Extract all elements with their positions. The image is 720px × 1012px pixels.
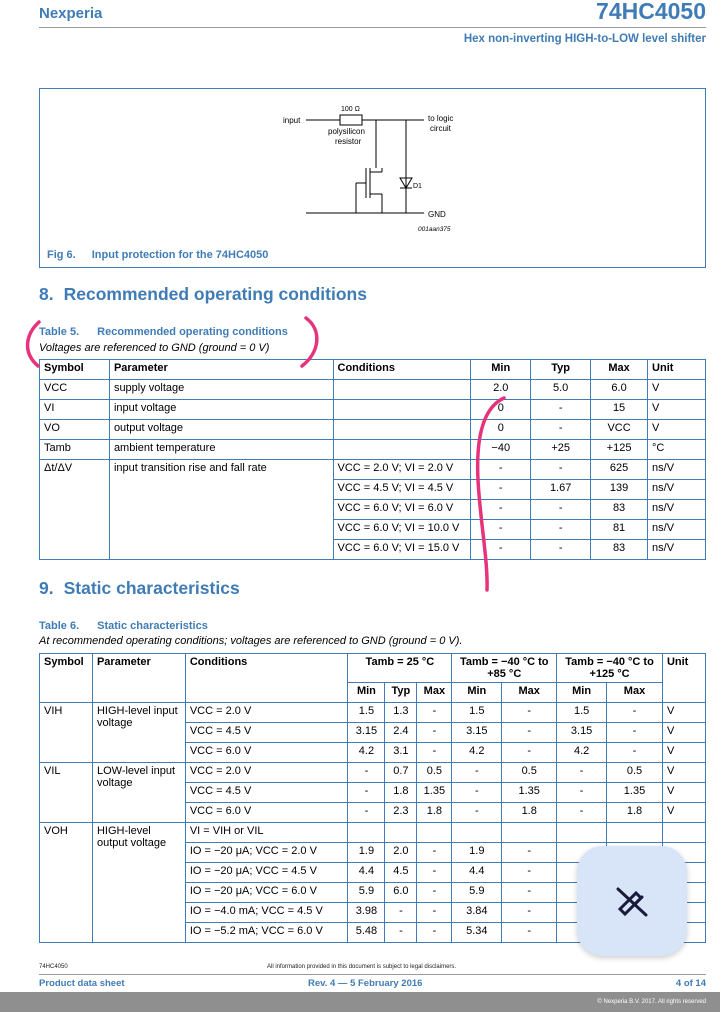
value-cell: - xyxy=(607,743,663,763)
conditions-cell: IO = −20 μA; VCC = 2.0 V xyxy=(185,843,348,863)
parameter-cell: input voltage xyxy=(109,400,333,420)
conditions-cell: VCC = 4.5 V xyxy=(185,783,348,803)
value-cell: 0.7 xyxy=(385,763,417,783)
parameter-cell: input transition rise and fall rate xyxy=(109,460,333,560)
max-cell: 15 xyxy=(591,400,648,420)
unit-cell: V xyxy=(662,743,705,763)
max-cell: 139 xyxy=(591,480,648,500)
col-header: Max xyxy=(417,683,452,703)
conditions-cell: VCC = 6.0 V; VI = 6.0 V xyxy=(333,500,471,520)
value-cell: 1.8 xyxy=(385,783,417,803)
parameter-cell: supply voltage xyxy=(109,380,333,400)
footer-page-number: 4 of 14 xyxy=(675,978,706,989)
resistor-value: 100 Ω xyxy=(341,106,360,113)
unit-cell: ns/V xyxy=(648,520,706,540)
value-cell: 1.5 xyxy=(452,703,502,723)
value-cell: - xyxy=(417,883,452,903)
value-cell: - xyxy=(557,783,607,803)
value-cell: - xyxy=(417,723,452,743)
max-cell: +125 xyxy=(591,440,648,460)
conditions-cell: IO = −20 μA; VCC = 4.5 V xyxy=(185,863,348,883)
annotation-vertical-stroke xyxy=(478,398,504,590)
parameter-cell: output voltage xyxy=(109,420,333,440)
max-cell: 83 xyxy=(591,540,648,560)
value-cell: 3.15 xyxy=(452,723,502,743)
footer-copyright: © Nexperia B.V. 2017. All rights reserved xyxy=(597,999,706,1005)
col-header: Conditions xyxy=(185,654,348,703)
resistor-label-2: resistor xyxy=(335,137,362,146)
col-header: Min xyxy=(557,683,607,703)
unit-cell: V xyxy=(648,400,706,420)
figure-caption-text: Input protection for the 74HC4050 xyxy=(91,249,269,261)
value-cell: - xyxy=(417,843,452,863)
value-cell: 5.34 xyxy=(452,923,502,943)
unit-cell: V xyxy=(662,803,705,823)
to-logic-label-1: to logic xyxy=(428,114,454,123)
value-cell: - xyxy=(417,743,452,763)
value-cell: 3.15 xyxy=(348,723,385,743)
value-cell: - xyxy=(502,703,557,723)
value-cell: - xyxy=(417,703,452,723)
col-header: Min xyxy=(452,683,502,703)
pen-off-icon xyxy=(612,881,652,921)
table-title: Recommended operating conditions xyxy=(97,326,288,338)
parameter-cell: ambient temperature xyxy=(109,440,333,460)
unit-cell: ns/V xyxy=(648,540,706,560)
to-logic-label-2: circuit xyxy=(430,124,451,133)
value-cell: 4.4 xyxy=(348,863,385,883)
conditions-cell: VCC = 2.0 V xyxy=(185,763,348,783)
typ-cell: - xyxy=(531,420,591,440)
symbol-cell: VCC xyxy=(40,380,110,400)
annotation-right-bracket xyxy=(302,318,317,366)
typ-cell: - xyxy=(531,540,591,560)
company-name: Nexperia xyxy=(39,5,103,22)
pen-toggle-button[interactable] xyxy=(577,846,687,956)
col-header: Parameter xyxy=(92,654,185,703)
col-header: Typ xyxy=(531,360,591,380)
value-cell: 0.5 xyxy=(417,763,452,783)
value-cell: 1.35 xyxy=(502,783,557,803)
value-cell: 4.2 xyxy=(557,743,607,763)
col-group-header: Tamb = −40 °C to +125 °C xyxy=(557,654,663,683)
conditions-cell: VCC = 6.0 V; VI = 15.0 V xyxy=(333,540,471,560)
value-cell: 5.9 xyxy=(452,883,502,903)
document-subtitle: Hex non-inverting HIGH-to-LOW level shifter xyxy=(463,33,706,45)
unit-cell: V xyxy=(662,723,705,743)
conditions-cell: VCC = 4.5 V; VI = 4.5 V xyxy=(333,480,471,500)
unit-cell: V xyxy=(662,703,705,723)
conditions-cell: IO = −20 μA; VCC = 6.0 V xyxy=(185,883,348,903)
conditions-cell: IO = −5.2 mA; VCC = 6.0 V xyxy=(185,923,348,943)
value-cell: - xyxy=(502,863,557,883)
col-header: Unit xyxy=(662,654,705,703)
annotation-left-bracket xyxy=(28,322,39,366)
parameter-cell: HIGH-level input voltage xyxy=(92,703,185,763)
typ-cell: - xyxy=(531,460,591,480)
col-header: Max xyxy=(591,360,648,380)
value-cell: 4.2 xyxy=(348,743,385,763)
conditions-cell: VCC = 6.0 V xyxy=(185,743,348,763)
value-cell: 1.35 xyxy=(607,783,663,803)
table-number: Table 5. xyxy=(39,326,80,338)
typ-cell: - xyxy=(531,520,591,540)
typ-cell: 1.67 xyxy=(531,480,591,500)
unit-cell: V xyxy=(662,763,705,783)
value-cell: - xyxy=(385,923,417,943)
min-cell: - xyxy=(471,500,531,520)
conditions-cell: VCC = 6.0 V xyxy=(185,803,348,823)
value-cell: 2.0 xyxy=(385,843,417,863)
conditions-cell: VI = VIH or VIL xyxy=(185,823,348,843)
value-cell: - xyxy=(417,863,452,883)
col-header: Unit xyxy=(648,360,706,380)
max-cell: 6.0 xyxy=(591,380,648,400)
symbol-cell: Tamb xyxy=(40,440,110,460)
value-cell: 3.84 xyxy=(452,903,502,923)
conditions-cell: VCC = 2.0 V xyxy=(185,703,348,723)
min-cell: - xyxy=(471,520,531,540)
value-cell: - xyxy=(452,783,502,803)
value-cell: - xyxy=(607,703,663,723)
min-cell: 0 xyxy=(471,400,531,420)
typ-cell: +25 xyxy=(531,440,591,460)
conditions-cell: IO = −4.0 mA; VCC = 4.5 V xyxy=(185,903,348,923)
max-cell: VCC xyxy=(591,420,648,440)
symbol-cell: VIH xyxy=(40,703,93,763)
min-cell: - xyxy=(471,460,531,480)
col-header: Max xyxy=(502,683,557,703)
resistor-label-1: polysilicon xyxy=(328,127,365,136)
value-cell: 6.0 xyxy=(385,883,417,903)
table6-note: At recommended operating conditions; voltages are referenced to GND (ground = 0 V). xyxy=(39,635,463,647)
col-group-header: Tamb = −40 °C to +85 °C xyxy=(452,654,557,683)
value-cell: - xyxy=(348,783,385,803)
figure-number: Fig 6. xyxy=(47,249,76,261)
value-cell: 1.8 xyxy=(502,803,557,823)
value-cell: 1.9 xyxy=(348,843,385,863)
col-header: Parameter xyxy=(109,360,333,380)
footer-doc-type: Product data sheet xyxy=(39,978,125,989)
max-cell: 625 xyxy=(591,460,648,480)
section-number: 8. xyxy=(39,284,54,304)
value-cell: 3.1 xyxy=(385,743,417,763)
value-cell: 1.5 xyxy=(348,703,385,723)
unit-cell: ns/V xyxy=(648,500,706,520)
min-cell: −40 xyxy=(471,440,531,460)
section-title: Static characteristics xyxy=(63,578,240,598)
value-cell: 3.98 xyxy=(348,903,385,923)
value-cell: 1.8 xyxy=(417,803,452,823)
parameter-cell: LOW-level input voltage xyxy=(92,763,185,823)
col-header: Symbol xyxy=(40,654,93,703)
value-cell: 2.4 xyxy=(385,723,417,743)
col-header: Typ xyxy=(385,683,417,703)
value-cell: - xyxy=(502,743,557,763)
value-cell: - xyxy=(502,903,557,923)
value-cell: 4.5 xyxy=(385,863,417,883)
typ-cell: - xyxy=(531,400,591,420)
min-cell: 0 xyxy=(471,420,531,440)
col-header: Conditions xyxy=(333,360,471,380)
typ-cell: - xyxy=(531,500,591,520)
value-cell: - xyxy=(417,923,452,943)
parameter-cell: HIGH-level output voltage xyxy=(92,823,185,943)
footer-revision: Rev. 4 — 5 February 2016 xyxy=(308,978,423,989)
unit-cell: ns/V xyxy=(648,460,706,480)
col-header: Max xyxy=(607,683,663,703)
conditions-cell: VCC = 6.0 V; VI = 10.0 V xyxy=(333,520,471,540)
value-cell: 4.2 xyxy=(452,743,502,763)
symbol-cell: VOH xyxy=(40,823,93,943)
value-cell: 1.9 xyxy=(452,843,502,863)
value-cell: 4.4 xyxy=(452,863,502,883)
section-title: Recommended operating conditions xyxy=(63,284,367,304)
value-cell: - xyxy=(502,923,557,943)
footer-divider xyxy=(39,974,706,975)
value-cell: - xyxy=(607,723,663,743)
unit-cell: V xyxy=(648,380,706,400)
min-cell: 2.0 xyxy=(471,380,531,400)
symbol-cell: VI xyxy=(40,400,110,420)
typ-cell: 5.0 xyxy=(531,380,591,400)
value-cell: 5.9 xyxy=(348,883,385,903)
section-number: 9. xyxy=(39,578,54,598)
value-cell: - xyxy=(452,803,502,823)
unit-cell: °C xyxy=(648,440,706,460)
value-cell: - xyxy=(417,903,452,923)
table5-note: Voltages are referenced to GND (ground = 0 V) xyxy=(39,342,270,354)
value-cell: - xyxy=(502,883,557,903)
max-cell: 83 xyxy=(591,500,648,520)
unit-cell: V xyxy=(648,420,706,440)
value-cell: - xyxy=(502,723,557,743)
conditions-cell: VCC = 2.0 V; VI = 2.0 V xyxy=(333,460,471,480)
part-number: 74HC4050 xyxy=(596,0,706,24)
max-cell: 81 xyxy=(591,520,648,540)
value-cell: - xyxy=(557,803,607,823)
value-cell: - xyxy=(348,803,385,823)
conditions-cell: VCC = 4.5 V xyxy=(185,723,348,743)
col-header: Min xyxy=(348,683,385,703)
figure-code: 001aan375 xyxy=(418,226,451,233)
table-title: Static characteristics xyxy=(97,620,208,632)
value-cell: 1.35 xyxy=(417,783,452,803)
col-group-header: Tamb = 25 °C xyxy=(348,654,452,683)
value-cell: 1.8 xyxy=(607,803,663,823)
value-cell: 0.5 xyxy=(502,763,557,783)
gnd-label: GND xyxy=(428,210,446,219)
value-cell: - xyxy=(385,903,417,923)
symbol-cell: VO xyxy=(40,420,110,440)
unit-cell: V xyxy=(662,783,705,803)
value-cell: 5.48 xyxy=(348,923,385,943)
value-cell: - xyxy=(502,843,557,863)
input-label: input xyxy=(283,116,301,125)
footer-disclaimer: All information provided in this document is subject to legal disclaimers. xyxy=(267,964,457,970)
value-cell: - xyxy=(452,763,502,783)
value-cell: - xyxy=(348,763,385,783)
footer-doc-code: 74HC4050 xyxy=(39,964,68,970)
value-cell: 0.5 xyxy=(607,763,663,783)
value-cell: - xyxy=(557,763,607,783)
symbol-cell: Δt/ΔV xyxy=(40,460,110,560)
min-cell: - xyxy=(471,480,531,500)
diode-label: D1 xyxy=(413,183,422,190)
col-header: Min xyxy=(471,360,531,380)
value-cell: 2.3 xyxy=(385,803,417,823)
value-cell: 1.3 xyxy=(385,703,417,723)
value-cell: 1.5 xyxy=(557,703,607,723)
col-header: Symbol xyxy=(40,360,110,380)
symbol-cell: VIL xyxy=(40,763,93,823)
unit-cell: ns/V xyxy=(648,480,706,500)
value-cell: 3.15 xyxy=(557,723,607,743)
table-number: Table 6. xyxy=(39,620,80,632)
min-cell: - xyxy=(471,540,531,560)
